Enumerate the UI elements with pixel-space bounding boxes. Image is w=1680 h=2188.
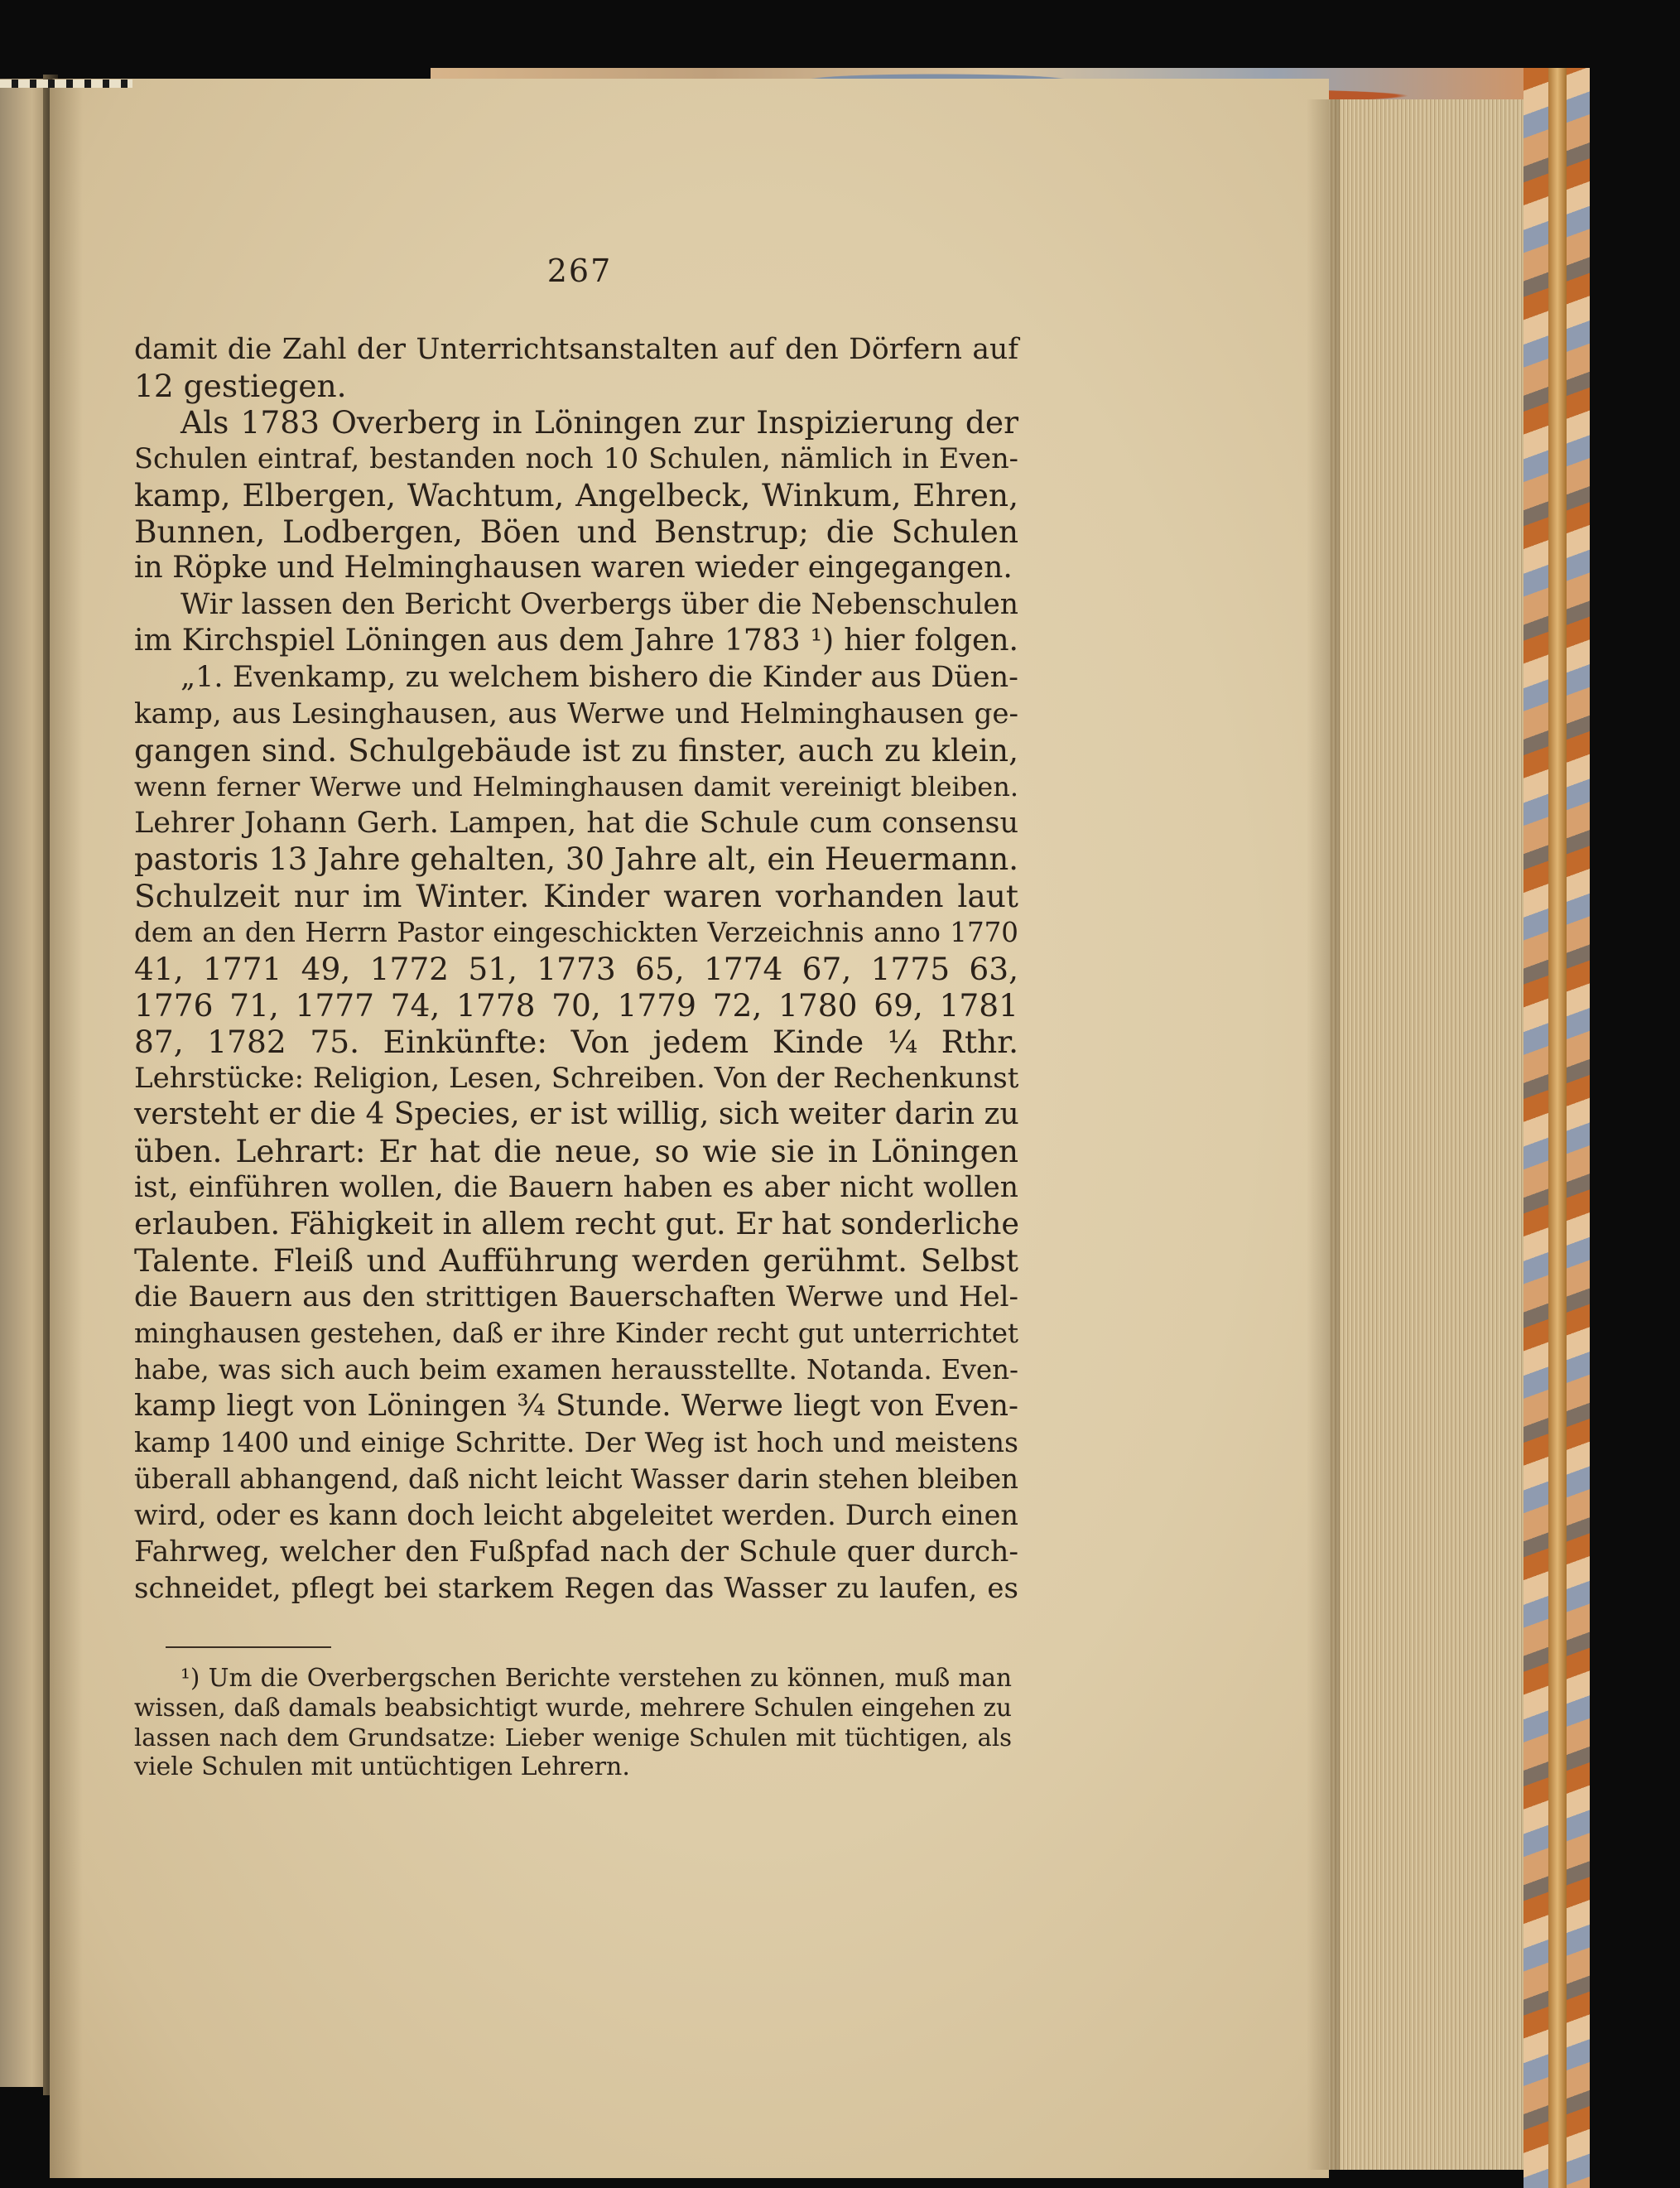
text-line: wenn ferner Werwe und Helminghausen damit vereinigt bleiben. [134, 771, 1018, 802]
text-line: Bunnen, Lodbergen, Böen und Benstrup; die Schulen [134, 513, 1018, 550]
footnote-line: ¹) Um die Overbergschen Berichte verstehen zu können, muß man [181, 1664, 1012, 1692]
text-line: Als 1783 Overberg in Löningen zur Inspizierung der [181, 404, 1018, 441]
text-line: Schulzeit nur im Winter. Kinder waren vorhanden laut [134, 878, 1018, 914]
text-line: Schulen eintraf, bestanden noch 10 Schulen, nämlich in Even- [134, 442, 1018, 475]
text-line: Talente. Fleiß und Aufführung werden gerühmt. Selbst [134, 1242, 1018, 1279]
text-line: damit die Zahl der Unterrichtsanstalten auf den Dörfern auf [134, 333, 1018, 366]
text-line: die Bauern aus den strittigen Bauerschaften Werwe und Hel- [134, 1280, 1018, 1313]
page-fold-shadow [50, 79, 83, 2178]
text-line: dem an den Herrn Pastor eingeschickten Verzeichnis anno 1770 [134, 917, 1018, 948]
text-line: „1. Evenkamp, zu welchem bishero die Kinder aus Düen- [181, 661, 1018, 694]
text-line: wird, oder es kann doch leicht abgeleitet werden. Durch einen [134, 1499, 1018, 1531]
footnote-line: wissen, daß damals beabsichtigt wurde, mehrere Schulen eingehen zu [134, 1694, 1012, 1722]
footnote-line: viele Schulen mit untüchtigen Lehrern. [134, 1752, 630, 1781]
text-line: in Röpke und Helminghausen waren wieder eingegangen. [134, 551, 1013, 585]
text-line: erlauben. Fähigkeit in allem recht gut. Er hat sonderliche [134, 1206, 1019, 1241]
cover-edge [1548, 68, 1567, 2188]
text-line: kamp, aus Lesinghausen, aus Werwe und Helminghausen ge- [134, 697, 1018, 730]
text-line: üben. Lehrart: Er hat die neue, so wie sie in Löningen [134, 1133, 1018, 1169]
text-line: 41, 1771 49, 1772 51, 1773 65, 1774 67, 1775 63, [134, 951, 1018, 987]
binding-stitches [0, 80, 132, 88]
text-line: 1776 71, 1777 74, 1778 70, 1779 72, 1780 69, 1781 [134, 987, 1018, 1024]
text-line: 12 gestiegen. [134, 368, 347, 404]
text-line: Lehrstücke: Religion, Lesen, Schreiben. Von der Rechenkunst [134, 1062, 1019, 1095]
footnote-rule [166, 1646, 331, 1648]
text-line: überall abhangend, daß nicht leicht Wasser darin stehen bleiben [134, 1463, 1018, 1495]
text-line: im Kirchspiel Löningen aus dem Jahre 1783 ¹) hier folgen. [134, 624, 1018, 658]
text-line: minghausen gestehen, daß er ihre Kinder recht gut unterrichtet [134, 1318, 1018, 1349]
footnote-line: lassen nach dem Grundsatze: Lieber wenige Schulen mit tüchtigen, als [134, 1723, 1012, 1752]
text-line: schneidet, pflegt bei starkem Regen das Wasser zu laufen, es [134, 1572, 1018, 1605]
text-line: kamp 1400 und einige Schritte. Der Weg ist hoch und meistens [134, 1426, 1018, 1458]
page-number: 267 [546, 253, 613, 289]
page-stack-shadow [1307, 99, 1340, 2170]
page-fore-edge [1325, 99, 1524, 2170]
text-line: kamp, Elbergen, Wachtum, Angelbeck, Winkum, Ehren, [134, 477, 1018, 513]
text-line: gangen sind. Schulgebäude ist zu finster, auch zu klein, [134, 732, 1018, 769]
text-line: ist, einführen wollen, die Bauern haben es aber nicht wollen [134, 1171, 1018, 1204]
text-line: pastoris 13 Jahre gehalten, 30 Jahre alt, ein Heuermann. [134, 841, 1018, 877]
text-line: Wir lassen den Bericht Overbergs über die Nebenschulen [181, 588, 1018, 621]
text-line: Lehrer Johann Gerh. Lampen, hat die Schule cum consensu [134, 807, 1018, 840]
text-line: 87, 1782 75. Einkünfte: Von jedem Kinde ¼ Rthr. [134, 1024, 1018, 1060]
text-line: kamp liegt von Löningen ¾ Stunde. Werwe liegt von Even- [134, 1389, 1018, 1423]
text-line: habe, was sich auch beim examen herausstellte. Notanda. Even- [134, 1354, 1018, 1386]
text-line: versteht er die 4 Species, er ist willig, sich weiter darin zu [134, 1097, 1019, 1131]
text-line: Fahrweg, welcher den Fußpfad nach der Schule quer durch- [134, 1535, 1018, 1569]
